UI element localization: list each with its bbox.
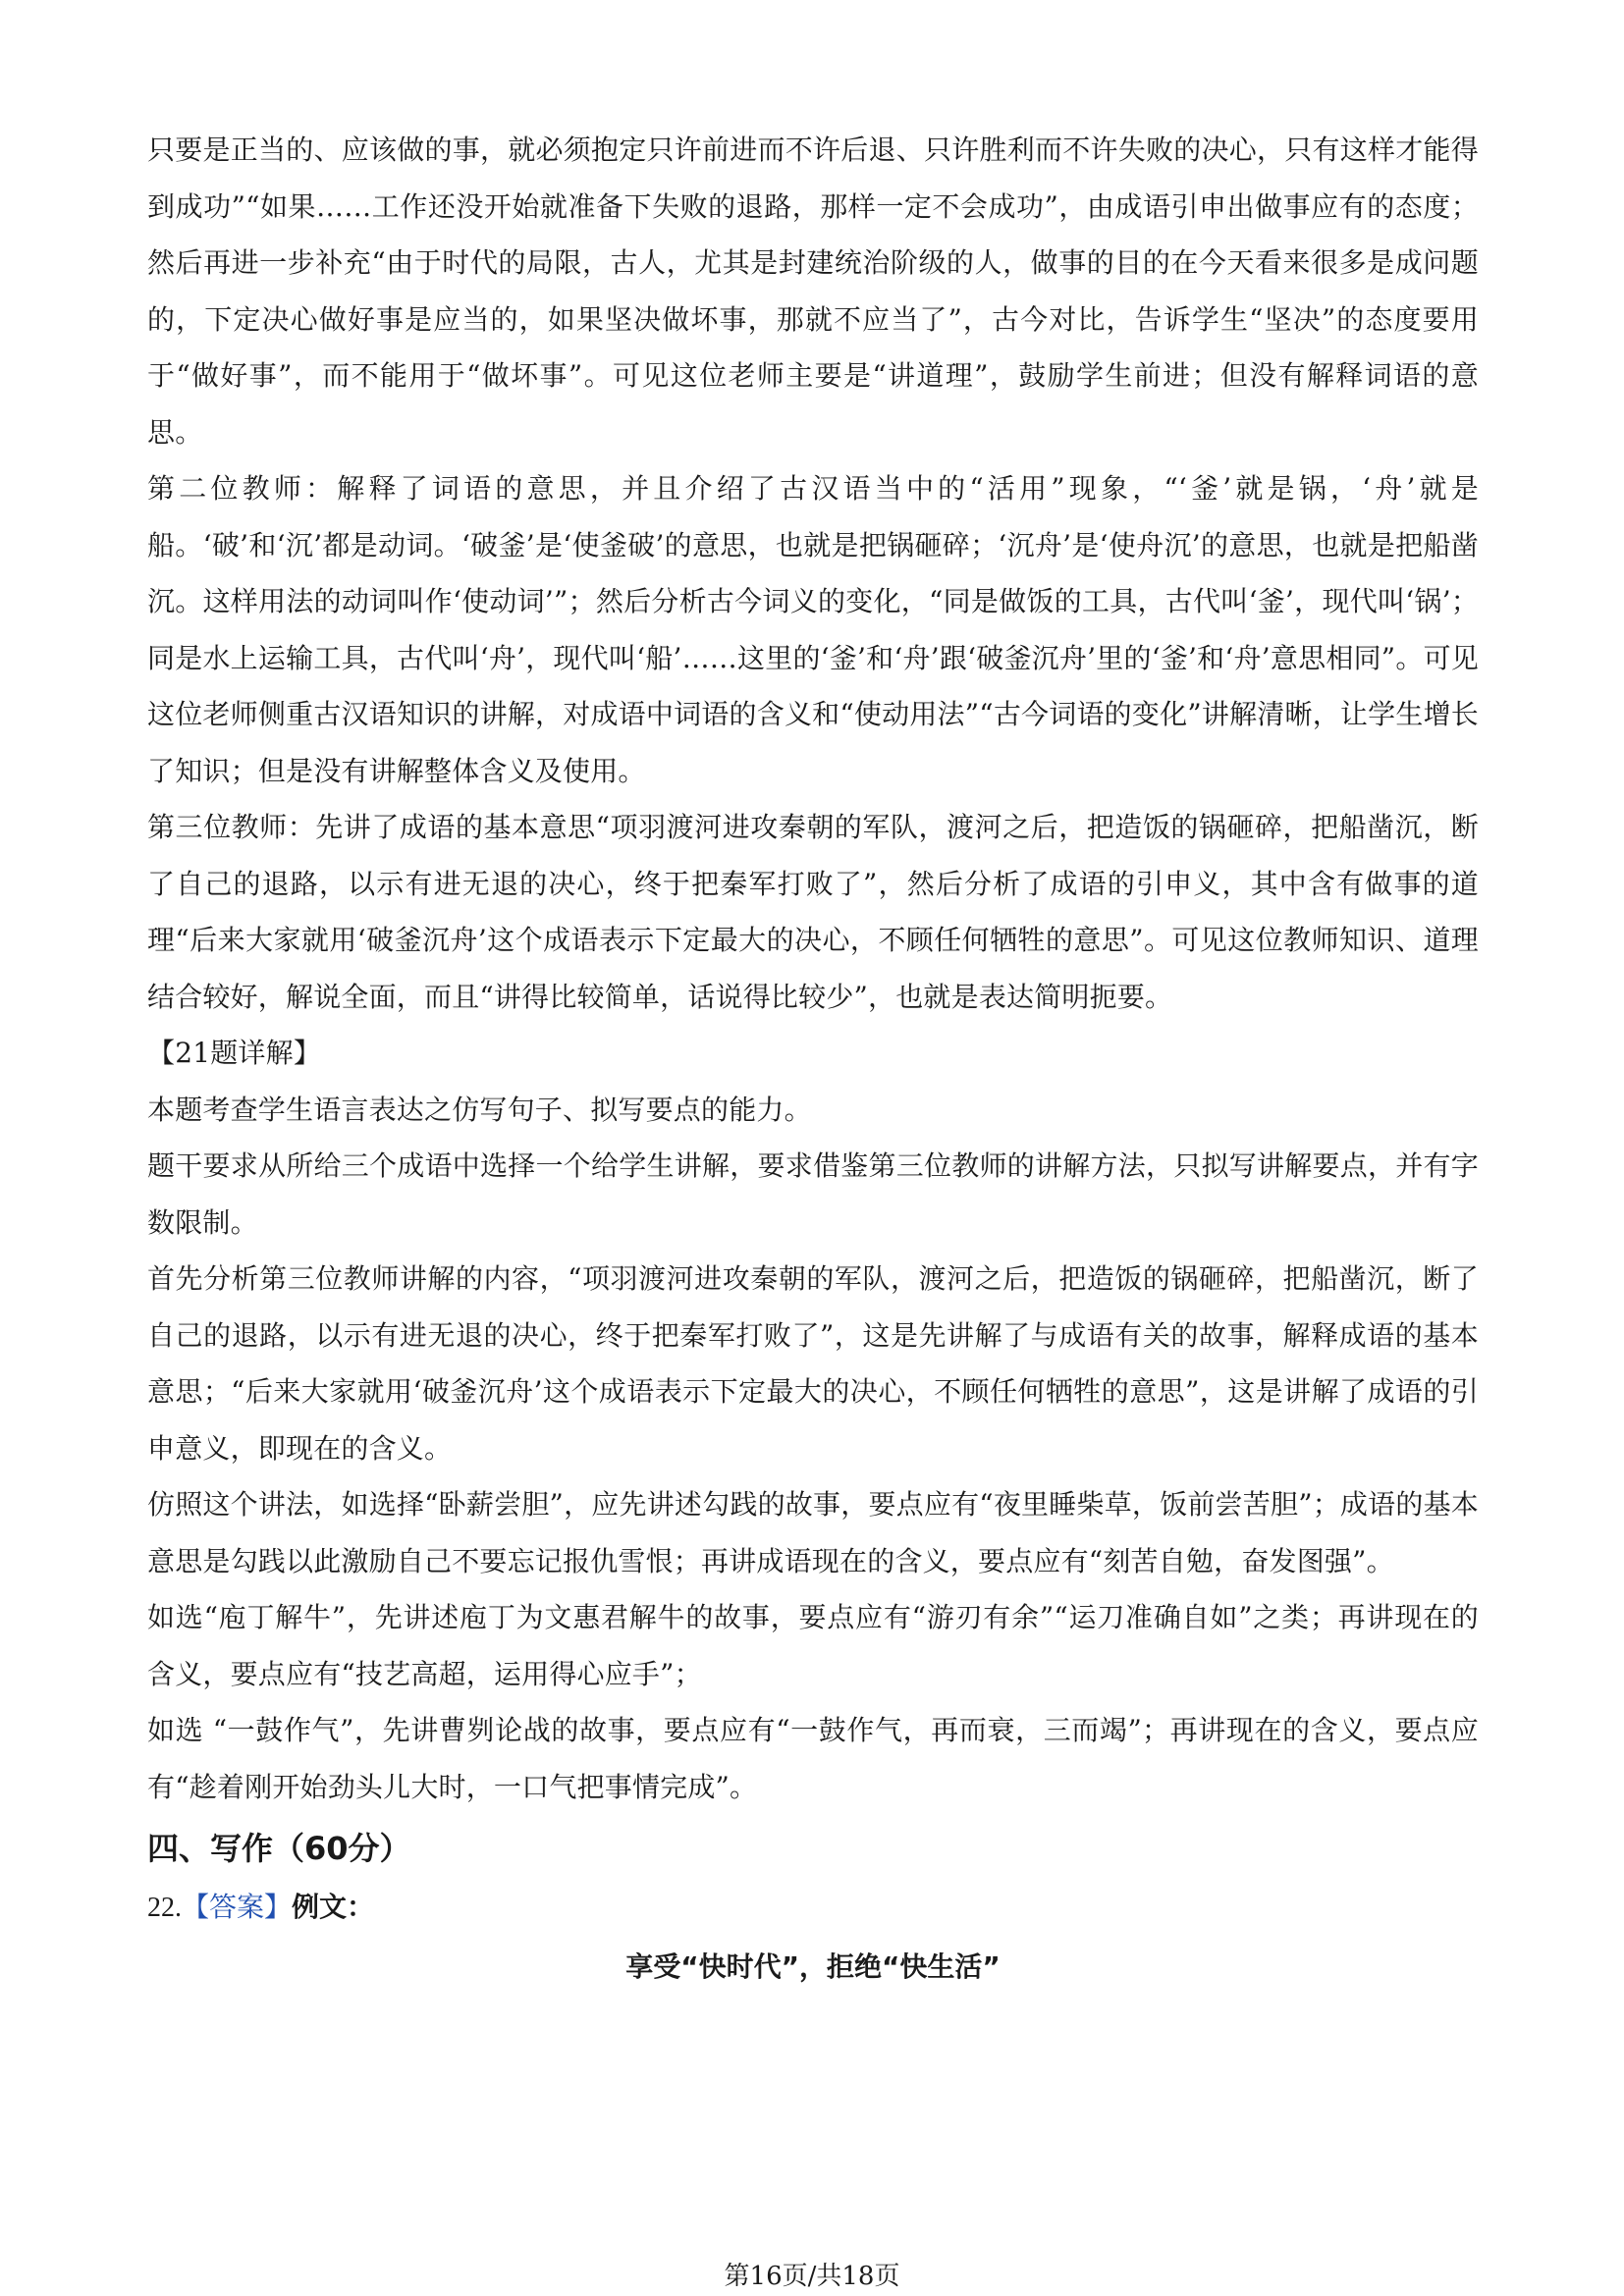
paragraph-option-yigu: 如选 “一鼓作气”，先讲曹刿论战的故事，要点应有“一鼓作气，再而衰，三而竭”；再讲现在的含义，要点应有“趁着刚开始劲头儿大时，一口气把事情完成”。	[147, 1714, 1479, 1803]
paragraph-second-teacher: 第二位教师：解释了词语的意思，并且介绍了古汉语当中的“活用”现象，“‘釜’就是锅，‘舟’就是船。‘破’和‘沉’都是动词。‘破釜’是‘使釜破’的意思，也就是把锅砸碎；‘沉舟’是‘使舟沉’的意思，也就是把船凿沉。这样用法的动词叫作‘使动词’”；然后分析古今词义的变化，“同是做饭的工具，古代叫‘釜’，现代叫‘锅’；同是水上运输工具，古代叫‘舟’，现代叫‘船’……这里的‘釜’和‘舟’跟‘破釜沉舟’里的‘釜’和‘舟’意思相同”。可见这位老师侧重古汉语知识的讲解，对成语中词语的含义和“使动用法”“古今词语的变化”讲解清晰，让学生增长了知识；但是没有讲解整体含义及使用。	[147, 472, 1479, 787]
section-heading-writing: 四、写作（60分）	[147, 1830, 411, 1867]
paragraph-option-woxin: 仿照这个讲法，如选择“卧薪尝胆”，应先讲述勾践的故事，要点应有“夜里睡柴草，饭前尝苦胆”；成语的基本意思是勾践以此激励自己不要忘记报仇雪恨；再讲成语现在的含义，要点应有“刻苦自勉，奋发图强”。	[147, 1488, 1479, 1577]
question-number: 22.	[147, 1893, 182, 1923]
document-body	[147, 122, 1479, 1997]
paragraph-first-teacher-analysis: 只要是正当的、应该做的事，就必须抱定只许前进而不许后退、只许胜利而不许失败的决心，只有这样才能得到成功”“如果……工作还没开始就准备下失败的退路，那样一定不会成功”，由成语引申出做事应有的态度；然后再进一步补充“由于时代的局限，古人，尤其是封建统治阶级的人，做事的目的在今天看来很多是成问题的，下定决心做好事是应当的，如果坚决做坏事，那就不应当了”，古今对比，告诉学生“坚决”的态度要用于“做好事”，而不能用于“做坏事”。可见这位老师主要是“讲道理”，鼓励学生前进；但没有解释词语的意思。	[147, 133, 1479, 449]
paragraph-q21-analysis: 首先分析第三位教师讲解的内容，“项羽渡河进攻秦朝的军队，渡河之后，把造饭的锅砸碎，把船凿沉，断了自己的退路，以示有进无退的决心，终于把秦军打败了”，这是先讲解了与成语有关的故事，解释成语的基本意思；“后来大家就用‘破釜沉舟’这个成语表示下定最大的决心，不顾任何牺牲的意思”，这是讲解了成语的引申意义，即现在的含义。	[147, 1262, 1479, 1465]
page-footer: 第16页/共18页	[724, 2262, 900, 2291]
paragraph-third-teacher: 第三位教师：先讲了成语的基本意思“项羽渡河进攻秦朝的军队，渡河之后，把造饭的锅砸碎，把船凿沉，断了自己的退路，以示有进无退的决心，终于把秦军打败了”，然后分析了成语的引申义，其中含有做事的道理“后来大家就用‘破釜沉舟’这个成语表示下定最大的决心，不顾任何牺牲的意思”。可见这位教师知识、道理结合较好，解说全面，而且“讲得比较简单，话说得比较少”，也就是表达简明扼要。	[147, 811, 1479, 1013]
paragraph-q21-requirement: 题干要求从所给三个成语中选择一个给学生讲解，要求借鉴第三位教师的讲解方法，只拟写讲解要点，并有字数限制。	[147, 1149, 1479, 1239]
paragraph-q21-intro: 本题考查学生语言表达之仿写句子、拟写要点的能力。	[147, 1093, 812, 1126]
paragraph-option-paoding: 如选“庖丁解牛”，先讲述庖丁为文惠君解牛的故事，要点应有“游刃有余”“运刀准确自如”之类；再讲现在的含义，要点应有“技艺高超，运用得心应手”；	[147, 1601, 1479, 1690]
question-21-heading: 【21题详解】	[147, 1037, 322, 1069]
essay-title: 享受“快时代”，拒绝“快生活”	[625, 1950, 1001, 1983]
answer-tag: 【答案】	[182, 1891, 293, 1923]
answer-line	[147, 1878, 1479, 1938]
sample-essay-label: 例文：	[292, 1891, 375, 1923]
